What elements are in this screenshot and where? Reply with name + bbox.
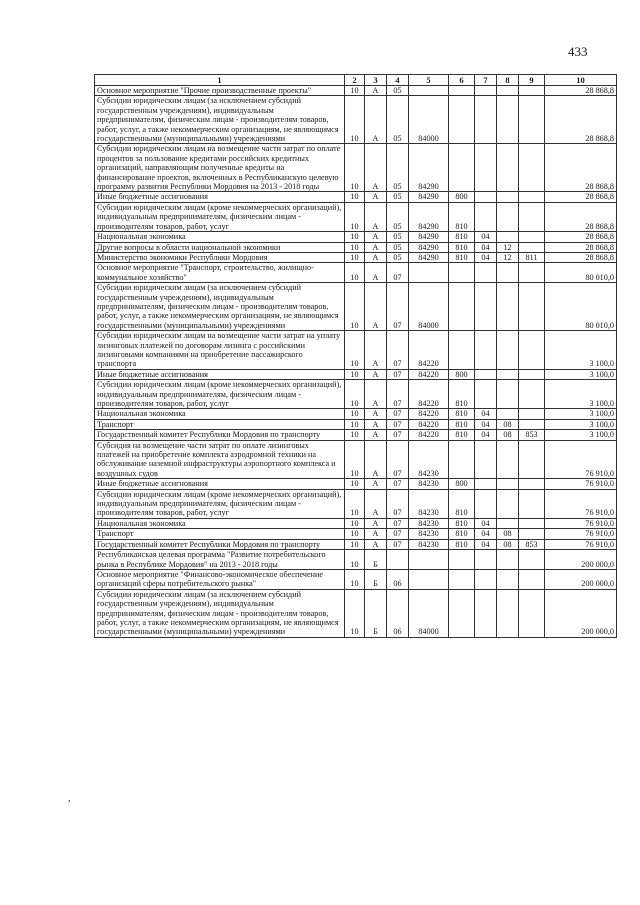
header-cell: 10	[545, 75, 617, 86]
cell-name: Основное мероприятие "Прочие производственные проекты"	[95, 86, 345, 96]
cell-col-2: 10	[345, 489, 365, 518]
cell-col-8	[497, 489, 519, 518]
cell-amount: 28 868,8	[545, 192, 617, 202]
cell-col-2: 10	[345, 419, 365, 429]
cell-name: Транспорт	[95, 419, 345, 429]
cell-col-6: 810	[449, 529, 475, 539]
cell-col-9	[519, 242, 545, 252]
cell-col-5: 84290	[409, 192, 449, 202]
cell-col-3: А	[365, 539, 387, 549]
cell-col-9: 811	[519, 252, 545, 262]
cell-col-4: 07	[387, 440, 409, 479]
cell-name: Иные бюджетные ассигнования	[95, 192, 345, 202]
table-row	[95, 232, 617, 242]
cell-col-4: 07	[387, 263, 409, 283]
cell-col-3: А	[365, 331, 387, 370]
cell-col-4	[387, 550, 409, 570]
cell-col-3: А	[365, 252, 387, 262]
cell-col-5: 84290	[409, 232, 449, 242]
cell-col-9	[519, 479, 545, 489]
table-row	[95, 86, 617, 96]
cell-col-2: 10	[345, 589, 365, 637]
cell-name: Национальная экономика	[95, 232, 345, 242]
cell-col-7: 04	[475, 419, 497, 429]
header-cell: 4	[387, 75, 409, 86]
cell-col-4: 07	[387, 430, 409, 440]
cell-col-7	[475, 86, 497, 96]
cell-col-3: А	[365, 263, 387, 283]
cell-col-9	[519, 440, 545, 479]
cell-name: Государственный комитет Республики Мордовия по транспорту	[95, 430, 345, 440]
cell-col-7	[475, 569, 497, 589]
cell-col-8	[497, 331, 519, 370]
cell-col-8	[497, 409, 519, 419]
cell-col-5: 84230	[409, 440, 449, 479]
cell-col-9	[519, 550, 545, 570]
cell-col-8	[497, 192, 519, 202]
cell-name: Иные бюджетные ассигнования	[95, 479, 345, 489]
cell-col-3: А	[365, 430, 387, 440]
table-row	[95, 539, 617, 549]
cell-col-8	[497, 232, 519, 242]
cell-col-5: 84220	[409, 331, 449, 370]
cell-name: Субсидия на возмещение части затрат по оплате лизинговых платежей на приобретение комплекта аэродромной техники на обслуживание наземной инфраструктуры аэропортного комплекса и воздушных судов	[95, 440, 345, 479]
cell-name: Субсидии юридическим лицам (за исключением субсидий государственным учреждениям), индивидуальным предпринимателям, физическим лицам - производителям товаров, работ, услуг, а также некоммерческим организациям, не являющимся государственными (муниципальными) учреждениями	[95, 589, 345, 637]
cell-name: Государственный комитет Республики Мордовия по транспорту	[95, 539, 345, 549]
cell-col-9	[519, 569, 545, 589]
cell-amount: 28 868,8	[545, 144, 617, 192]
cell-col-8: 08	[497, 430, 519, 440]
cell-col-4: 05	[387, 252, 409, 262]
cell-amount: 28 868,8	[545, 252, 617, 262]
cell-name: Национальная экономика	[95, 409, 345, 419]
cell-col-5	[409, 550, 449, 570]
cell-col-9	[519, 144, 545, 192]
cell-col-2: 10	[345, 539, 365, 549]
table-row	[95, 440, 617, 479]
cell-col-8	[497, 550, 519, 570]
cell-col-2: 10	[345, 529, 365, 539]
cell-col-5: 84290	[409, 202, 449, 231]
cell-col-6	[449, 263, 475, 283]
cell-amount: 28 868,8	[545, 202, 617, 231]
cell-col-5: 84290	[409, 242, 449, 252]
cell-col-9: 853	[519, 430, 545, 440]
cell-col-7	[475, 380, 497, 409]
cell-col-2: 10	[345, 263, 365, 283]
cell-col-6	[449, 550, 475, 570]
cell-col-8: 12	[497, 252, 519, 262]
cell-col-6: 810	[449, 539, 475, 549]
cell-col-7	[475, 550, 497, 570]
header-cell: 2	[345, 75, 365, 86]
cell-col-7: 04	[475, 539, 497, 549]
cell-col-9	[519, 192, 545, 202]
cell-col-8	[497, 479, 519, 489]
cell-col-6	[449, 569, 475, 589]
cell-col-4: 06	[387, 569, 409, 589]
cell-col-3: А	[365, 192, 387, 202]
cell-col-7: 04	[475, 242, 497, 252]
cell-col-2: 10	[345, 86, 365, 96]
cell-col-2: 10	[345, 96, 365, 144]
cell-col-7	[475, 479, 497, 489]
cell-amount: 76 910,0	[545, 479, 617, 489]
cell-name: Субсидии юридическим лицам на возмещение части затрат по оплате процентов за пользование кредитами российских кредитных организаций, направляющим полученные кредиты на финансирование проектов, включенных в Республиканскую целевую программу развития Республики Мордовия на 2013 - 2018 годы	[95, 144, 345, 192]
header-cell: 7	[475, 75, 497, 86]
cell-col-5	[409, 86, 449, 96]
cell-col-7	[475, 192, 497, 202]
cell-col-4: 07	[387, 518, 409, 528]
cell-col-9	[519, 369, 545, 379]
cell-col-6: 810	[449, 419, 475, 429]
cell-col-3: А	[365, 202, 387, 231]
cell-col-6	[449, 589, 475, 637]
cell-col-4: 07	[387, 489, 409, 518]
cell-col-4: 05	[387, 192, 409, 202]
cell-col-6: 810	[449, 232, 475, 242]
cell-col-7	[475, 202, 497, 231]
table-row	[95, 479, 617, 489]
header-cell: 9	[519, 75, 545, 86]
cell-col-6	[449, 86, 475, 96]
cell-name: Субсидии юридическим лицам (кроме некоммерческих организаций), индивидуальным предпринимателям, физическим лицам - производителям товаров, работ, услуг	[95, 489, 345, 518]
cell-col-5: 84230	[409, 529, 449, 539]
cell-col-5: 84000	[409, 96, 449, 144]
cell-col-9	[519, 409, 545, 419]
cell-col-4: 07	[387, 331, 409, 370]
cell-col-3: А	[365, 369, 387, 379]
cell-col-7: 04	[475, 252, 497, 262]
cell-name: Иные бюджетные ассигнования	[95, 369, 345, 379]
cell-col-7	[475, 96, 497, 144]
cell-col-2: 10	[345, 569, 365, 589]
cell-col-3: А	[365, 479, 387, 489]
cell-col-8	[497, 380, 519, 409]
table-row	[95, 263, 617, 283]
cell-col-2: 10	[345, 144, 365, 192]
cell-col-2: 10	[345, 369, 365, 379]
cell-col-3: Б	[365, 569, 387, 589]
cell-amount: 28 868,8	[545, 232, 617, 242]
stray-mark: ,	[68, 793, 71, 804]
cell-col-5: 84230	[409, 539, 449, 549]
cell-amount: 76 910,0	[545, 539, 617, 549]
cell-col-6: 800	[449, 192, 475, 202]
header-cell: 1	[95, 75, 345, 86]
cell-amount: 3 100,0	[545, 331, 617, 370]
cell-amount: 28 868,8	[545, 86, 617, 96]
cell-col-7	[475, 144, 497, 192]
cell-col-9	[519, 529, 545, 539]
cell-col-3: А	[365, 529, 387, 539]
cell-amount: 3 100,0	[545, 419, 617, 429]
cell-name: Основное мероприятие "Финансово-экономическое обеспечение организаций сферы потребительского рынка"	[95, 569, 345, 589]
cell-col-8	[497, 518, 519, 528]
cell-name: Транспорт	[95, 529, 345, 539]
cell-amount: 3 100,0	[545, 430, 617, 440]
cell-col-4: 05	[387, 232, 409, 242]
cell-col-3: Б	[365, 550, 387, 570]
table-row	[95, 283, 617, 331]
cell-col-9	[519, 96, 545, 144]
cell-col-5	[409, 263, 449, 283]
table-row	[95, 419, 617, 429]
cell-name: Субсидии юридическим лицам (кроме некоммерческих организаций), индивидуальным предпринимателям, физическим лицам - производителям товаров, работ, услуг	[95, 380, 345, 409]
cell-name: Министерство экономики Республики Мордовия	[95, 252, 345, 262]
cell-col-2: 10	[345, 409, 365, 419]
cell-col-4: 07	[387, 409, 409, 419]
cell-col-3: А	[365, 440, 387, 479]
cell-col-9	[519, 589, 545, 637]
cell-amount: 80 010,0	[545, 263, 617, 283]
cell-col-4: 07	[387, 283, 409, 331]
cell-amount: 80 010,0	[545, 283, 617, 331]
cell-col-8	[497, 202, 519, 231]
cell-amount: 200 000,0	[545, 569, 617, 589]
cell-name: Субсидии юридическим лицам (кроме некоммерческих организаций), индивидуальным предпринимателям, физическим лицам - производителям товаров, работ, услуг	[95, 202, 345, 231]
header-cell: 3	[365, 75, 387, 86]
cell-col-6	[449, 440, 475, 479]
cell-col-2: 10	[345, 518, 365, 528]
cell-col-4: 05	[387, 242, 409, 252]
cell-col-2: 10	[345, 192, 365, 202]
cell-col-8	[497, 589, 519, 637]
cell-col-9	[519, 202, 545, 231]
cell-col-3: А	[365, 409, 387, 419]
cell-col-6: 810	[449, 409, 475, 419]
cell-col-3: А	[365, 86, 387, 96]
cell-col-8: 08	[497, 419, 519, 429]
cell-amount: 76 910,0	[545, 518, 617, 528]
cell-amount: 200 000,0	[545, 589, 617, 637]
table-row	[95, 96, 617, 144]
cell-col-5: 84220	[409, 419, 449, 429]
cell-col-3: А	[365, 283, 387, 331]
cell-col-2: 10	[345, 331, 365, 370]
header-row	[95, 75, 617, 86]
table-body	[95, 86, 617, 638]
cell-col-9	[519, 283, 545, 331]
cell-col-5: 84220	[409, 430, 449, 440]
cell-col-3: А	[365, 144, 387, 192]
cell-col-2: 10	[345, 252, 365, 262]
cell-col-7: 04	[475, 232, 497, 242]
table-row	[95, 569, 617, 589]
cell-col-4: 07	[387, 369, 409, 379]
cell-name: Субсидии юридическим лицам (за исключением субсидий государственным учреждениям), индивидуальным предпринимателям, физическим лицам - производителям товаров, работ, услуг, а также некоммерческим организациям, не являющимся государственными (муниципальными) учреждениями	[95, 96, 345, 144]
cell-col-4: 07	[387, 419, 409, 429]
cell-col-4: 06	[387, 589, 409, 637]
cell-col-2: 10	[345, 550, 365, 570]
table-row	[95, 430, 617, 440]
cell-col-9	[519, 380, 545, 409]
table-row	[95, 589, 617, 637]
cell-col-6: 810	[449, 380, 475, 409]
cell-col-8: 08	[497, 539, 519, 549]
cell-col-7: 04	[475, 518, 497, 528]
cell-col-5: 84000	[409, 589, 449, 637]
cell-col-8	[497, 144, 519, 192]
cell-col-2: 10	[345, 202, 365, 231]
header-cell: 6	[449, 75, 475, 86]
cell-col-2: 10	[345, 380, 365, 409]
cell-col-5: 84290	[409, 144, 449, 192]
cell-col-4: 07	[387, 380, 409, 409]
cell-col-7: 04	[475, 529, 497, 539]
table-row	[95, 202, 617, 231]
cell-col-9: 853	[519, 539, 545, 549]
cell-name: Другие вопросы в области национальной экономики	[95, 242, 345, 252]
cell-col-8	[497, 283, 519, 331]
cell-col-7	[475, 331, 497, 370]
cell-amount: 28 868,8	[545, 96, 617, 144]
cell-col-7: 04	[475, 430, 497, 440]
cell-col-8	[497, 96, 519, 144]
cell-col-5	[409, 569, 449, 589]
cell-col-6: 810	[449, 489, 475, 518]
cell-col-9	[519, 263, 545, 283]
table-row	[95, 518, 617, 528]
cell-col-2: 10	[345, 232, 365, 242]
cell-name: Национальная экономика	[95, 518, 345, 528]
cell-col-9	[519, 331, 545, 370]
table-row	[95, 252, 617, 262]
cell-col-5: 84230	[409, 479, 449, 489]
cell-name: Субсидии юридическим лицам на возмещение части затрат на уплату лизинговых платежей по договорам лизинга с российскими лизинговыми компаниями на приобретение пассажирского транспорта	[95, 331, 345, 370]
cell-amount: 200 000,0	[545, 550, 617, 570]
cell-col-9	[519, 518, 545, 528]
table-row	[95, 144, 617, 192]
cell-col-9	[519, 419, 545, 429]
cell-col-5: 84220	[409, 380, 449, 409]
cell-amount: 3 100,0	[545, 409, 617, 419]
cell-col-7	[475, 283, 497, 331]
table-row	[95, 242, 617, 252]
cell-col-5: 84220	[409, 409, 449, 419]
cell-amount: 76 910,0	[545, 489, 617, 518]
header-cell: 5	[409, 75, 449, 86]
cell-col-6	[449, 283, 475, 331]
cell-col-3: А	[365, 518, 387, 528]
table-row	[95, 380, 617, 409]
cell-col-8	[497, 263, 519, 283]
cell-col-8	[497, 369, 519, 379]
cell-col-8: 12	[497, 242, 519, 252]
cell-col-4: 05	[387, 144, 409, 192]
cell-col-3: А	[365, 489, 387, 518]
cell-col-7	[475, 369, 497, 379]
cell-col-6: 810	[449, 202, 475, 231]
cell-name: Республиканская целевая программа "Развитие потребительского рынка в Республике Мордовия" на 2013 - 2018 годы	[95, 550, 345, 570]
cell-col-3: А	[365, 380, 387, 409]
cell-col-6: 810	[449, 518, 475, 528]
table-row	[95, 369, 617, 379]
cell-col-6	[449, 331, 475, 370]
cell-col-2: 10	[345, 283, 365, 331]
cell-col-5: 84230	[409, 489, 449, 518]
cell-col-8	[497, 569, 519, 589]
cell-col-4: 05	[387, 96, 409, 144]
cell-amount: 76 910,0	[545, 529, 617, 539]
table-row	[95, 529, 617, 539]
table-row	[95, 331, 617, 370]
cell-col-7: 04	[475, 409, 497, 419]
cell-col-3: Б	[365, 589, 387, 637]
cell-col-2: 10	[345, 440, 365, 479]
cell-col-6: 810	[449, 242, 475, 252]
cell-col-4: 05	[387, 202, 409, 231]
header-cell: 8	[497, 75, 519, 86]
cell-col-4: 07	[387, 479, 409, 489]
cell-col-5: 84230	[409, 518, 449, 528]
cell-col-5: 84000	[409, 283, 449, 331]
cell-col-4: 07	[387, 529, 409, 539]
cell-col-9	[519, 232, 545, 242]
cell-col-5: 84220	[409, 369, 449, 379]
cell-col-7	[475, 589, 497, 637]
table-row	[95, 409, 617, 419]
budget-table	[94, 74, 617, 638]
cell-col-8	[497, 86, 519, 96]
cell-amount: 28 868,8	[545, 242, 617, 252]
cell-col-9	[519, 86, 545, 96]
table-row	[95, 550, 617, 570]
cell-col-6: 810	[449, 252, 475, 262]
cell-col-8: 08	[497, 529, 519, 539]
cell-col-3: А	[365, 96, 387, 144]
cell-amount: 3 100,0	[545, 380, 617, 409]
cell-col-6	[449, 144, 475, 192]
cell-col-6	[449, 96, 475, 144]
cell-col-2: 10	[345, 479, 365, 489]
cell-col-7	[475, 440, 497, 479]
cell-col-5: 84290	[409, 252, 449, 262]
table-row	[95, 192, 617, 202]
cell-col-6: 800	[449, 369, 475, 379]
cell-name: Основное мероприятие "Транспорт, строительство, жилищно-коммунальное хозяйство"	[95, 263, 345, 283]
cell-col-6: 800	[449, 479, 475, 489]
cell-col-7	[475, 489, 497, 518]
cell-col-6: 810	[449, 430, 475, 440]
cell-col-9	[519, 489, 545, 518]
cell-name: Субсидии юридическим лицам (за исключением субсидий государственным учреждениям), индивидуальным предпринимателям, физическим лицам - производителям товаров, работ, услуг, а также некоммерческим организациям, не являющимся государственными (муниципальными) учреждениями	[95, 283, 345, 331]
cell-col-4: 05	[387, 86, 409, 96]
cell-col-2: 10	[345, 242, 365, 252]
cell-col-3: А	[365, 232, 387, 242]
cell-col-3: А	[365, 242, 387, 252]
table-row	[95, 489, 617, 518]
cell-col-3: А	[365, 419, 387, 429]
cell-col-7	[475, 263, 497, 283]
page-number: 433	[568, 44, 588, 59]
cell-col-4: 07	[387, 539, 409, 549]
cell-amount: 3 100,0	[545, 369, 617, 379]
cell-col-8	[497, 440, 519, 479]
cell-amount: 76 910,0	[545, 440, 617, 479]
cell-col-2: 10	[345, 430, 365, 440]
